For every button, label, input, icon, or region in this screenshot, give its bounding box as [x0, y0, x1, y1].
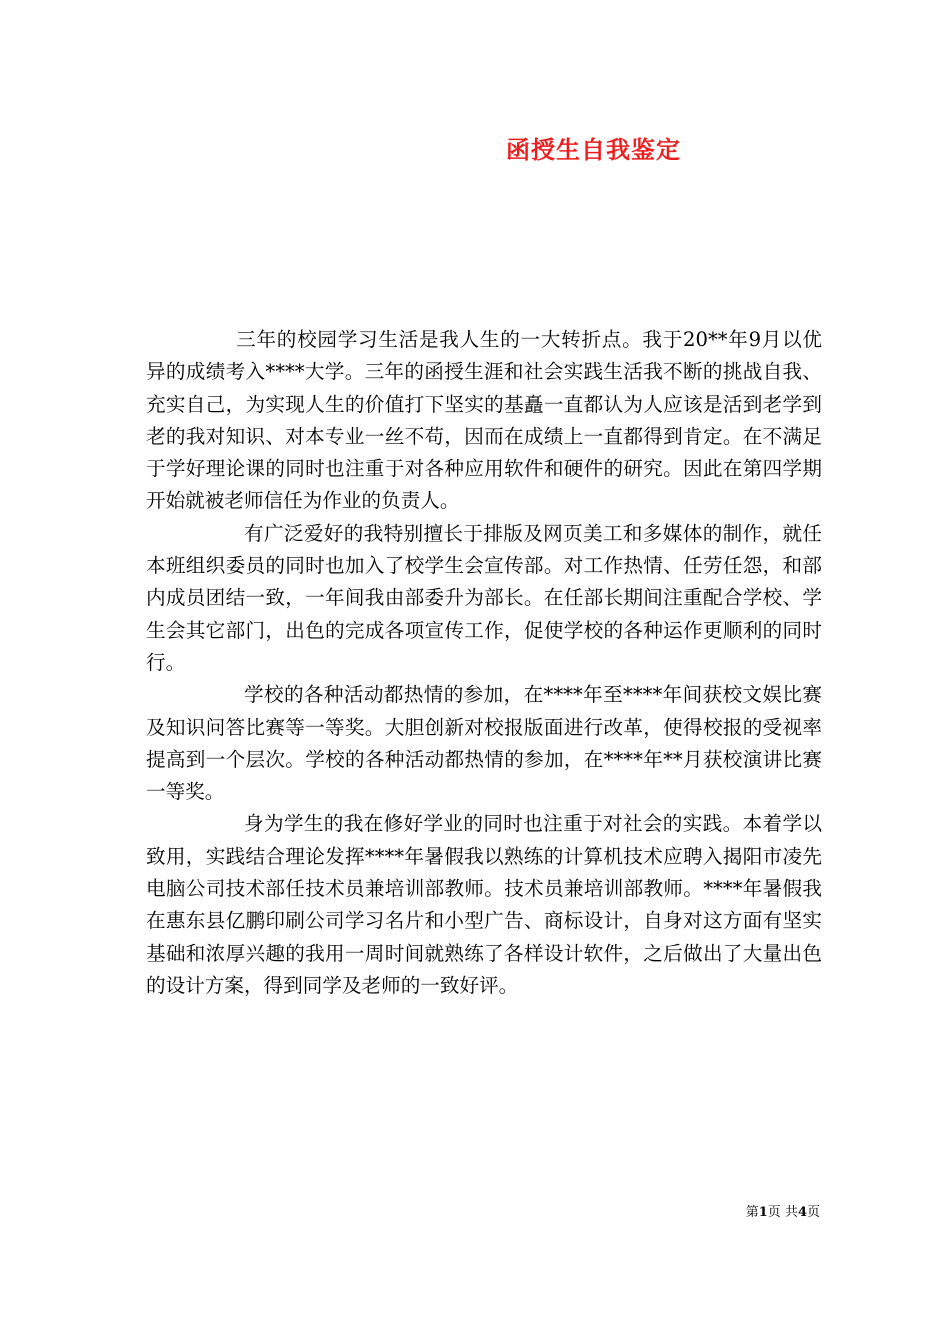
footer-page-suffix: 页 — [806, 1205, 820, 1220]
document-body — [146, 324, 822, 1002]
paragraph-4: 身为学生的我在修好学业的同时也注重于对社会的实践。本着学以致用，实践结合理论发挥****年暑假我以熟练的计算机技术应聘入揭阳市凌先电脑公司技术部任技术员兼培训部教师。技术员兼培训部教师。****年暑假我在惠东县亿鹏印刷公司学习名片和小型广告、商标设计，自身对这方面有坚实基础和浓厚兴趣的我用一周时间就熟练了各样设计软件，之后做出了大量出色的设计方案，得到同学及老师的一致好评。 — [146, 812, 822, 997]
page-footer — [710, 1204, 820, 1222]
footer-page-middle: 页 共 — [767, 1205, 798, 1220]
document-title: 函授生自我鉴定 — [506, 135, 681, 164]
footer-page-total: 4 — [797, 1205, 807, 1220]
paragraph-1: 三年的校园学习生活是我人生的一大转折点。我于20**年9月以优异的成绩考入****大学。三年的函授生涯和社会实践生活我不断的挑战自我、充实自己，为实现人生的价值打下坚实的基矗一直都认为人应该是活到老学到老的我对知识、对本专业一丝不苟，因而在成绩上一直都得到肯定。在不满足于学好理论课的同时也注重于对各种应用软件和硬件的研究。因此在第四学期开始就被老师信任为作业的负责人。 — [146, 328, 822, 513]
paragraph-2: 有广泛爱好的我特别擅长于排版及网页美工和多媒体的制作，就任本班组织委员的同时也加入了校学生会宣传部。对工作热情、任劳任怨，和部内成员团结一致，一年间我由部委升为部长。在任部长期间注重配合学校、学生会其它部门，出色的完成各项宣传工作，促使学校的各种运作更顺利的同时行。 — [146, 521, 822, 674]
footer-page-number: 1 — [758, 1205, 768, 1220]
paragraph-3: 学校的各种活动都热情的参加，在****年至****年间获校文娱比赛及知识问答比赛等一等奖。大胆创新对校报版面进行改革，使得校报的受视率提高到一个层次。学校的各种活动都热情的参加，在****年**月获校演讲比赛一等奖。 — [146, 683, 822, 804]
footer-page-prefix: 第 — [745, 1205, 759, 1220]
